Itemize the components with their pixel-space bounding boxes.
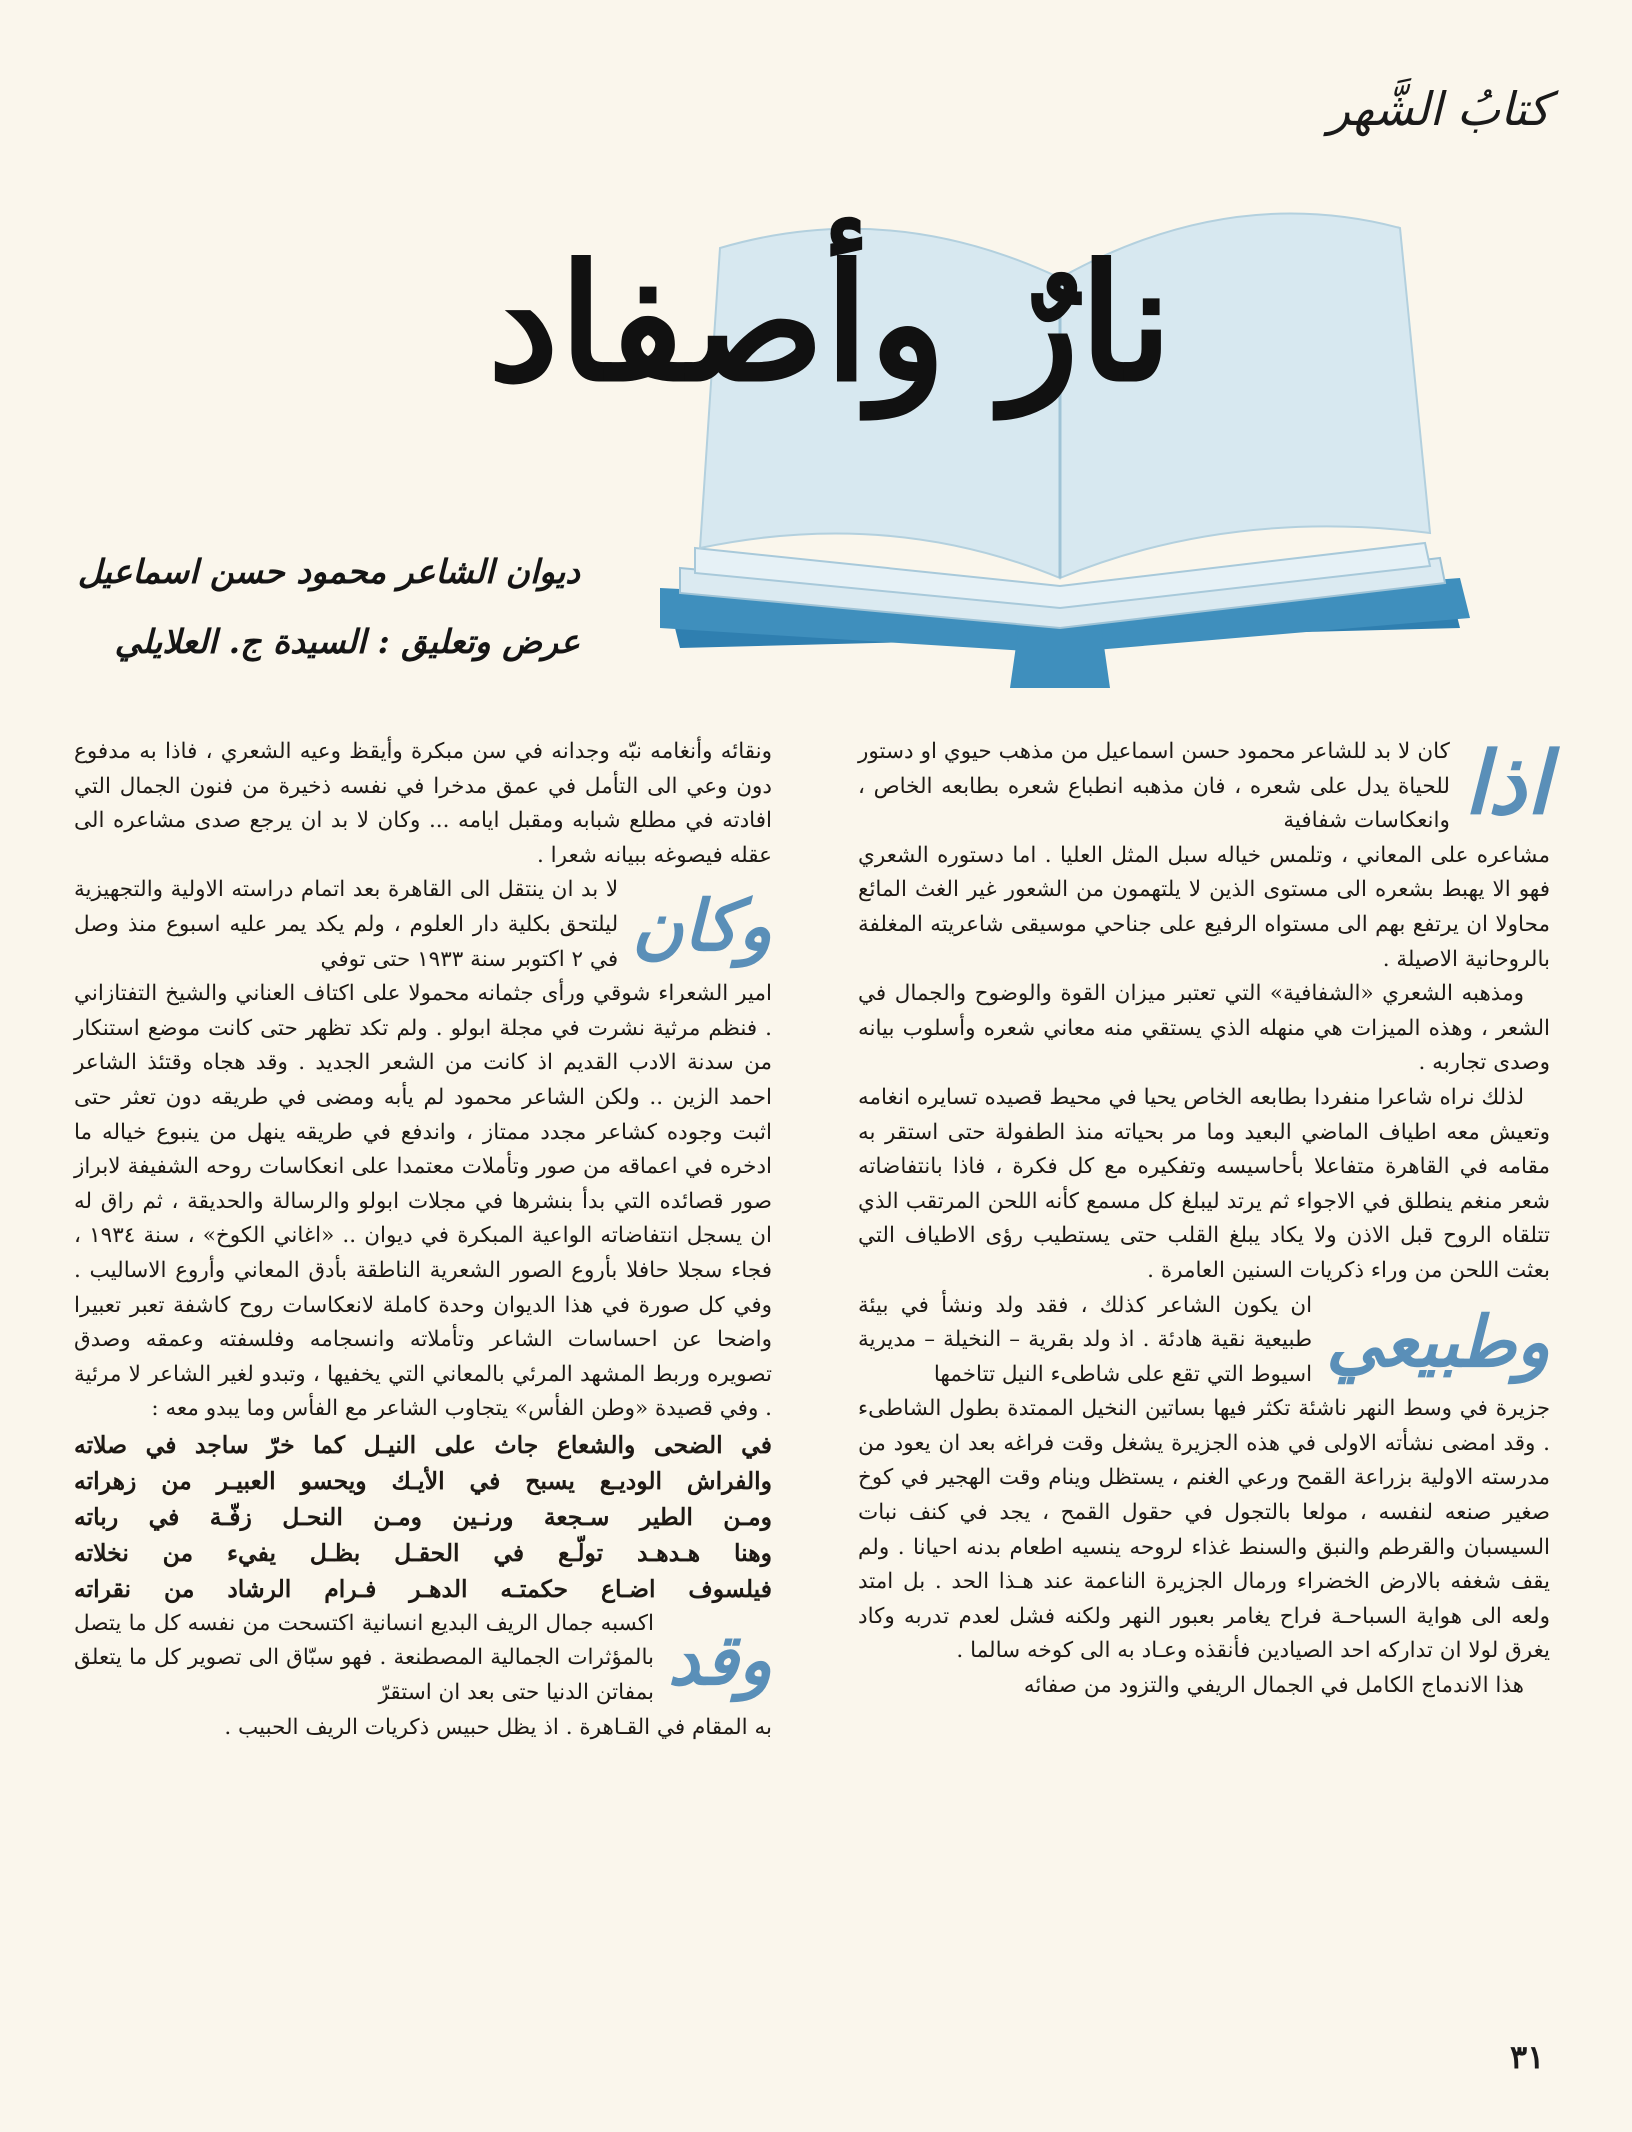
paragraph-5: هذا الاندماج الكامل في الجمال الريفي والتزود من صفائه	[1023, 1673, 1524, 1699]
paragraph-2: ومذهبه الشعري «الشفافية» التي تعتبر ميزان القوة والوضوح والجمال في الشعر ، وهذه الميزات هي منهله الذي يستقي منه معاني شعره وأسلوب بيانه وصدى تجاربه .	[858, 981, 1550, 1076]
page-number: ٣١	[1510, 2038, 1545, 2076]
left-column	[74, 735, 772, 1745]
paragraph-1: مشاعره على المعاني ، وتلمس خياله سبل المثل العليا . اما دستوره الشعري فهو الا يهبط بشعره الى مستوى الذين لا يلتهمون من الشعور غير الغث المائع محاولا ان يرتفع بهم الى مستواه الرفيع على جناحي موسيقى شاعريته المغلفة بالروحانية الاصيلة .	[858, 842, 1550, 972]
paragraph-8: به المقام في القـاهرة . اذ يظل حبيس ذكريات الريف الحبيب .	[224, 1714, 772, 1740]
poem-verse: في الضحى والشعاع جاث على النيـل كما خرّ ساجد في صلاته	[74, 1430, 772, 1459]
paragraph-4-opening	[858, 1289, 1550, 1393]
paragraph-1-opening	[858, 735, 1550, 839]
paragraph-6: ونقائه وأنغامه نبّه وجدانه في سن مبكرة وأيقظ وعيه الشعري ، فاذا به مدفوع دون وعي الى التأمل في عمق مدخرا في نفسه ذخيرة من فنون الجمال التي افادته في مطلع شبابه ومقبل ايامه ... وكان لا بد ان يرجع صدى مشاعره الى عقله فيصوغه ببيانه شعرا .	[74, 739, 772, 868]
right-column	[858, 735, 1550, 1704]
dropcap-wa-tabii: وطبيعي	[1326, 1299, 1550, 1383]
poem-verse: ومـن الطير سـجعة ورنـين ومـن النحـل زفّـة في رباته	[74, 1502, 772, 1531]
subtitle-diwan: ديوان الشاعر محمود حسن اسماعيل	[77, 552, 580, 591]
dropcap-idha: اذا	[1463, 733, 1550, 834]
paragraph-4: جزيرة في وسط النهر ناشئة تكثر فيها بساتين النخيل الممتدة بطول الشاطىء . وقد امضى نشأته الاولى في هذه الجزيرة يشغل وقت فراغه بعد ان يعود من مدرسته الاولية بزراعة القمح ورعي الغنم ، يستظل وينام وقت الهجير في كوخ صغير صنعه لنفسه ، مولعا بالتجول في حقول القمح ، يجد في كنف نبات السيسبان والقرطم والنبق والسنط غذاء لروحه ينسيه اطعام بدنه احيانا . ولم يقف شغفه بالارض الخضراء ورمال الجزيرة الناعمة عند هـذا الحد . بل امتد ولعه الى هواية السباحـة فراح يغامر بعبور النهر ولكنه فشل لعدم تدربه وكاد يغرق لولا ان تداركه احد الصيادين فأنقذه وعـاد به الى كوخه سالما .	[858, 1396, 1550, 1664]
poem-verse: وهنا هـدهـد تولّـع في الحقـل بظـل يفيء من نخلاته	[74, 1538, 772, 1567]
paragraph-3: لذلك نراه شاعرا منفردا بطابعه الخاص يحيا في محيط قصيده تسايره انغامه وتعيش معه اطياف الماضي البعيد وما مر بحياته منذ الطفولة حتى استقر به مقامه في القاهرة متفاعلا بأحاسيسه وتفكيره مع كل فكرة ، فاذا بانتفاضاته شعر منغم ينطلق في الاجواء ثم يرتد ليبلغ كل مسمع كأنه اللحن المرتقب الذي تتلقاه الروح قبل الاذن ولا يكاد يبلغ القلب حتى يستطيب رؤى الاطياف التي بعثت اللحن من وراء ذكريات السنين العامرة .	[858, 1084, 1550, 1283]
poem-verses	[74, 1427, 772, 1607]
paragraph-7-lead: لا بد ان ينتقل الى القاهرة بعد اتمام دراسته الاولية والتجهيزية ليلتحق بكلية دار العلوم ، ولم يكد يمر عليه اسبوع منذ وصل في ٢ اكتوبر سنة ١٩٣٣ حتى توفي	[74, 877, 619, 972]
paragraph-4-lead: ان يكون الشاعر كذلك ، فقد ولد ونشأ في بيئة طبيعية نقية هادئة . اذ ولد بقرية – النخيلة – مديرية اسيوط التي تقع على شاطىء النيل تتاخمها	[858, 1292, 1313, 1387]
poem-verse: والفراش الوديـع يسبح في الأيـك ويحسو العبيـر من زهراته	[74, 1466, 772, 1495]
subtitle-author: عرض وتعليق : السيدة ج. العلايلي	[114, 622, 580, 661]
article-title: نارٌ وأصفاد	[487, 229, 1173, 417]
dropcap-wa-qad: وقد	[667, 1617, 772, 1701]
paragraph-1-lead: كان لا بد للشاعر محمود حسن اسماعيل من مذهب حيوي او دستور للحياة يدل على شعره ، فان مذهبه انطباع شعره بطابعه الخاص ، وانعكاسات شفافية	[858, 739, 1450, 834]
section-label: كتابُ الشَّهر	[1327, 82, 1550, 136]
paragraph-8-opening	[74, 1607, 772, 1711]
paragraph-7-opening	[74, 873, 772, 977]
paragraph-7: امير الشعراء شوقي ورأى جثمانه محمولا على اكتاف العناني والشيخ التفتازاني . فنظم مرثية نشرت في مجلة ابولو . ولم تكد تظهر حتى كانت موضع استنكار من سدنة الادب القديم اذ كانت من الشعر الجديد . وقد هجاه وقتئذ الشاعر احمد الزين .. ولكن الشاعر محمود لم يأبه ومضى في طريقه دون تعثر حتى اثبت وجوده كشاعر مجدد ممتاز ، واندفع في طريقه ينهل من ينبوع خياله ما ادخره في اعماقه من صور وتأملات معتمدا على انعكاسات روحه الشفيفة لابراز صور قصائده التي بدأ بنشرها في مجلات ابولو والرسالة والحديقة ، ثم راق له ان يسجل انتفاضاته الواعية المبكرة في ديوان .. «اغاني الكوخ» ، سنة ١٩٣٤ ، فجاء سجلا حافلا بأروع الصور الشعرية الناطقة بأدق المعاني وأروع الاساليب . وفي كل صورة في هذا الديوان وحدة كاملة لانعكاسات روح كاشفة تعبر تعبيرا واضحا عن احساسات الشاعر وتأملاته وانسجامه وفلسفته وعمقه وصدق تصويره وربط المشهد المرئي بالمعاني التي يخفيها ، وتبدو لغير الشاعر لا مرئية . وفي قصيدة «وطن الفأس» يتجاوب الشاعر مع الفأس وما يبدو معه :	[74, 981, 772, 1422]
paragraph-8-lead: اكسبه جمال الريف البديع انسانية اكتسحت من نفسه كل ما يتصل بالمؤثرات الجمالية المصطنعة . فهو سبّاق الى تصوير كل ما يتعلق بمفاتن الدنيا حتى بعد ان استقرّ	[74, 1610, 654, 1706]
poem-verse: فيلسوف اضـاع حكمتـه الدهـر فـرام الرشاد من نقراته	[74, 1574, 772, 1603]
dropcap-wa-kana: وكان	[632, 884, 772, 968]
